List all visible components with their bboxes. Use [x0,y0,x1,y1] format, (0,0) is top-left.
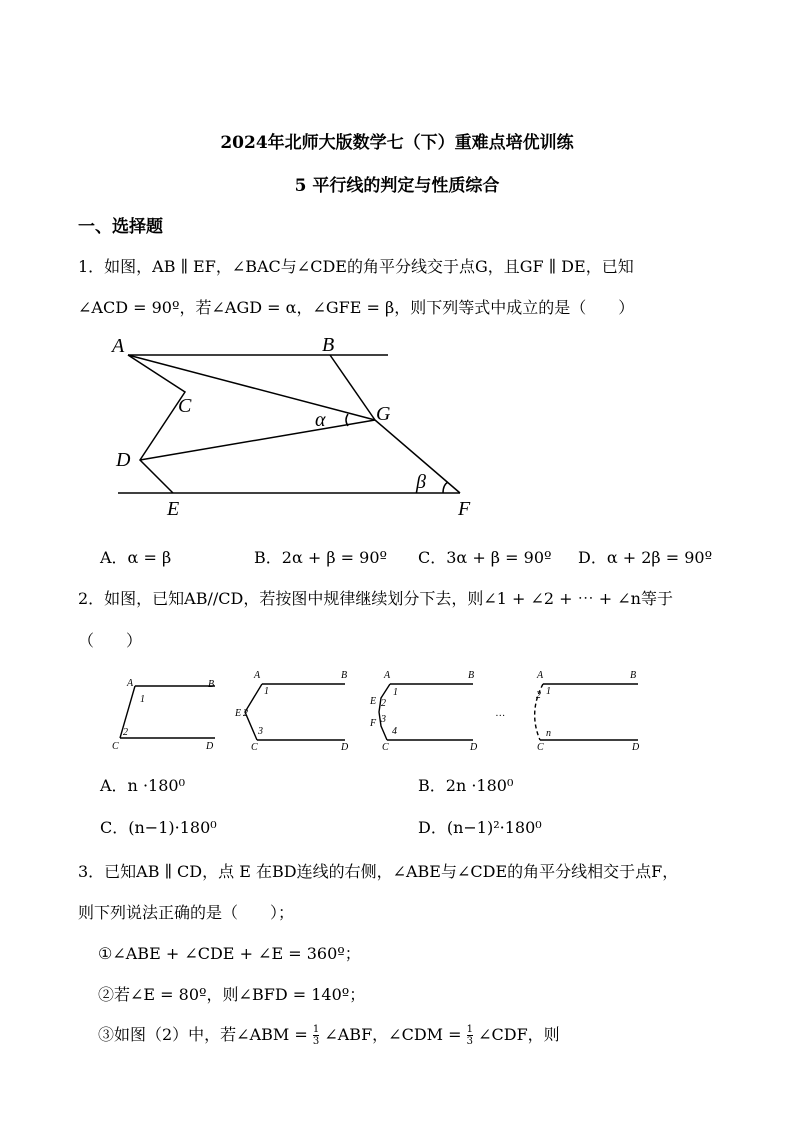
fig2-label-d: D [341,742,349,753]
document-subtitle: 5 平行线的判定与性质综合 [294,176,500,196]
fig4-angle-n: n [546,728,551,739]
fig2-label-a: A [254,670,261,681]
q3-text-line2: 则下列说法正确的是（ ）； [78,903,295,922]
fig1-label-c: C [112,741,119,752]
fig3-angle-3: 3 [381,714,386,725]
fraction-one-third: $\frac{1}{3}$ [466,1024,473,1047]
fig-ellipsis: … [496,708,505,719]
q3-statement-3-part3: ∠CDF，则 [478,1025,560,1044]
point-f-label: F [458,498,471,520]
fig1-label-a: A [127,678,134,689]
q2-option-d[interactable]: D．(n−1)²·180⁰ [418,818,542,837]
q2-option-c[interactable]: C．(n−1)·180⁰ [100,818,217,837]
q1-option-c[interactable]: C．3α + β = 90º [418,548,552,567]
fig2-label-b: B [341,670,348,681]
q1-option-a[interactable]: A．α = β [100,548,172,567]
point-a-label: A [112,335,125,357]
q1-option-d[interactable]: D．α + 2β = 90º [578,548,713,567]
document-title: 2024年北师大版数学七（下）重难点培优训练 [220,133,574,153]
q3-statement-1: ①∠ABE + ∠CDE + ∠E = 360º； [98,944,361,963]
q3-text-line1: 3．已知AB ∥ CD，点 E 在BD连线的右侧，∠ABE与∠CDE的角平分线相交于点F， [78,862,679,881]
fig3-label-f: F [370,718,377,729]
q2-figure [100,664,650,756]
polyline-acde [128,355,185,493]
q1-option-b[interactable]: B．2α + β = 90º [254,548,388,567]
segment-ag [128,355,375,420]
fig1-label-b: B [208,679,215,690]
q2-text-line2: （ ） [78,631,143,650]
fig2-label-e: E [235,708,242,719]
fig2-angle-3: 3 [258,726,263,737]
segment-dg [140,420,375,460]
fig3-label-c: C [382,742,389,753]
fig3-label-d: D [470,742,478,753]
fig3-label-b: B [468,670,475,681]
point-e-label: E [167,498,180,520]
fig4-angle-1: 1 [546,686,551,697]
fig3-angle-2: 2 [381,698,386,709]
q2-option-a[interactable]: A．n ·180⁰ [100,776,185,795]
q3-statement-2: ②若∠E = 80º，则∠BFD = 140º； [98,985,366,1004]
point-d-label: D [116,449,131,471]
fig2-label-c: C [251,742,258,753]
q1-text-line2: ∠ACD = 90º，若∠AGD = α，∠GFE = β，则下列等式中成立的是（ ） [78,298,635,317]
point-b-label: B [322,334,335,356]
point-g-label: G [376,403,391,425]
fig2-angle-1: 1 [264,686,269,697]
q3-statement-3-part2: ∠ABF，∠CDM = [324,1025,462,1044]
fig3-angle-1: 1 [393,687,398,698]
point-c-label: C [178,395,192,417]
fig1-angle-1: 1 [140,694,145,705]
q3-statement-3-part1: ③如图（2）中，若∠ABM = [98,1025,308,1044]
q2-option-b[interactable]: B．2n ·180⁰ [418,776,514,795]
fraction-one-third: $\frac{1}{3}$ [312,1024,320,1047]
fig2-angle-2: 2 [243,708,248,719]
fig1-label-d: D [206,741,214,752]
alpha-arc [346,414,348,426]
alpha-label: α [315,409,326,431]
fig3-label-e: E [370,696,377,707]
q2-text-line1: 2．如图，已知AB//CD，若按图中规律继续划分下去，则∠1 + ∠2 + ⋯ + ∠n等于 [78,589,673,608]
fig4-label-c: C [537,742,544,753]
beta-arc [443,482,448,493]
q1-figure [110,330,490,522]
q3-statement-3 [98,1022,560,1047]
fig3-angle-4: 4 [392,726,397,737]
q1-text-line1: 1．如图，AB ∥ EF，∠BAC与∠CDE的角平分线交于点G，且GF ∥ DE，已知 [78,257,634,276]
fig3-label-a: A [384,670,391,681]
beta-label: β [416,471,426,493]
section-heading: 一、选择题 [78,217,163,237]
fig4-label-a: A [537,670,544,681]
fig4-angle-2: 2 [536,690,541,701]
fig4-label-d: D [632,742,640,753]
fig1-angle-2: 2 [123,727,128,738]
fig4-label-b: B [630,670,637,681]
